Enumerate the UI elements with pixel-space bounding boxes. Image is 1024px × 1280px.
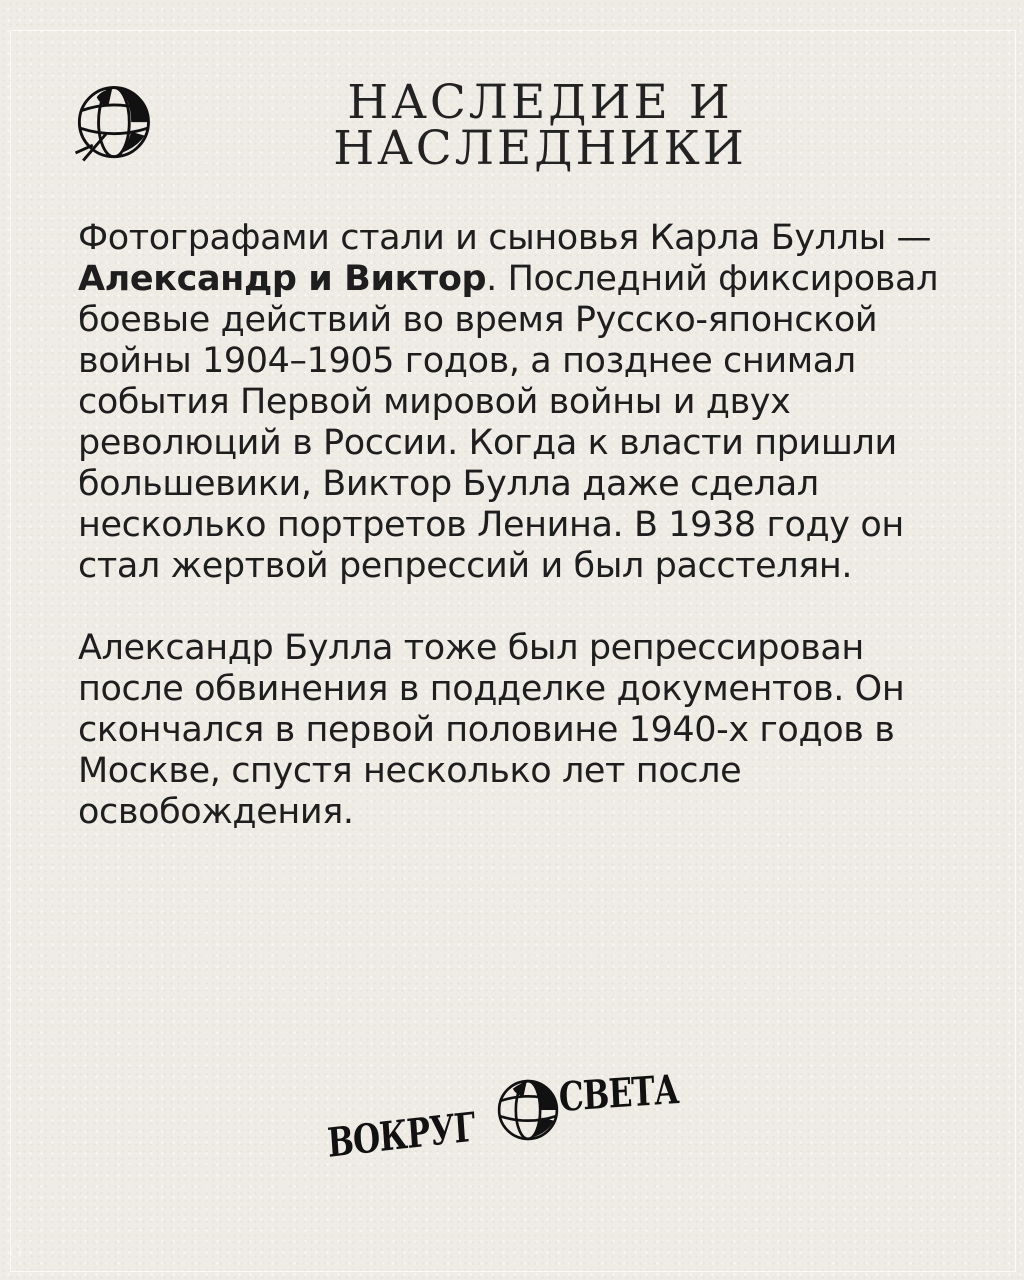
paragraph-1-rest: . Последний фиксировал боевые действий во время Русско-японской войны 1904–1905 годов, а позднее снимал события Первой мировой войны и двух революций в России. Когда к власти пришли большевики, Виктор Булла даже сделал несколько портретов Ленина. В 1938 году он стал жертвой репрессий и был расстелян. [78,259,939,586]
drop-mark-icon [10,1240,22,1258]
title-line-2: НАСЛЕДНИКИ [333,121,747,176]
paragraph-1 [78,218,978,587]
paragraph-1-intro: Фотографами стали и сыновья Карла Буллы — [78,218,932,258]
page-title [200,75,880,176]
title-line-1: НАСЛЕДИЕ И [347,75,733,130]
brand-logo-right-text: СВЕТА [558,1065,680,1121]
brand-logo [320,1065,710,1178]
paragraph-2: Александр Булла тоже был репрессирован после обвинения в подделке документов. Он скончался в первой половине 1940-х годов в Москве, спустя несколько лет после освобождения. [78,628,905,832]
globe-logo-icon [64,78,160,174]
paragraph-1-bold-names: Александр и Виктор [78,259,487,299]
article-body [78,218,978,833]
brand-logo-left-text: ВОКРУГ [326,1103,477,1167]
brand-globe-icon [490,1072,566,1148]
